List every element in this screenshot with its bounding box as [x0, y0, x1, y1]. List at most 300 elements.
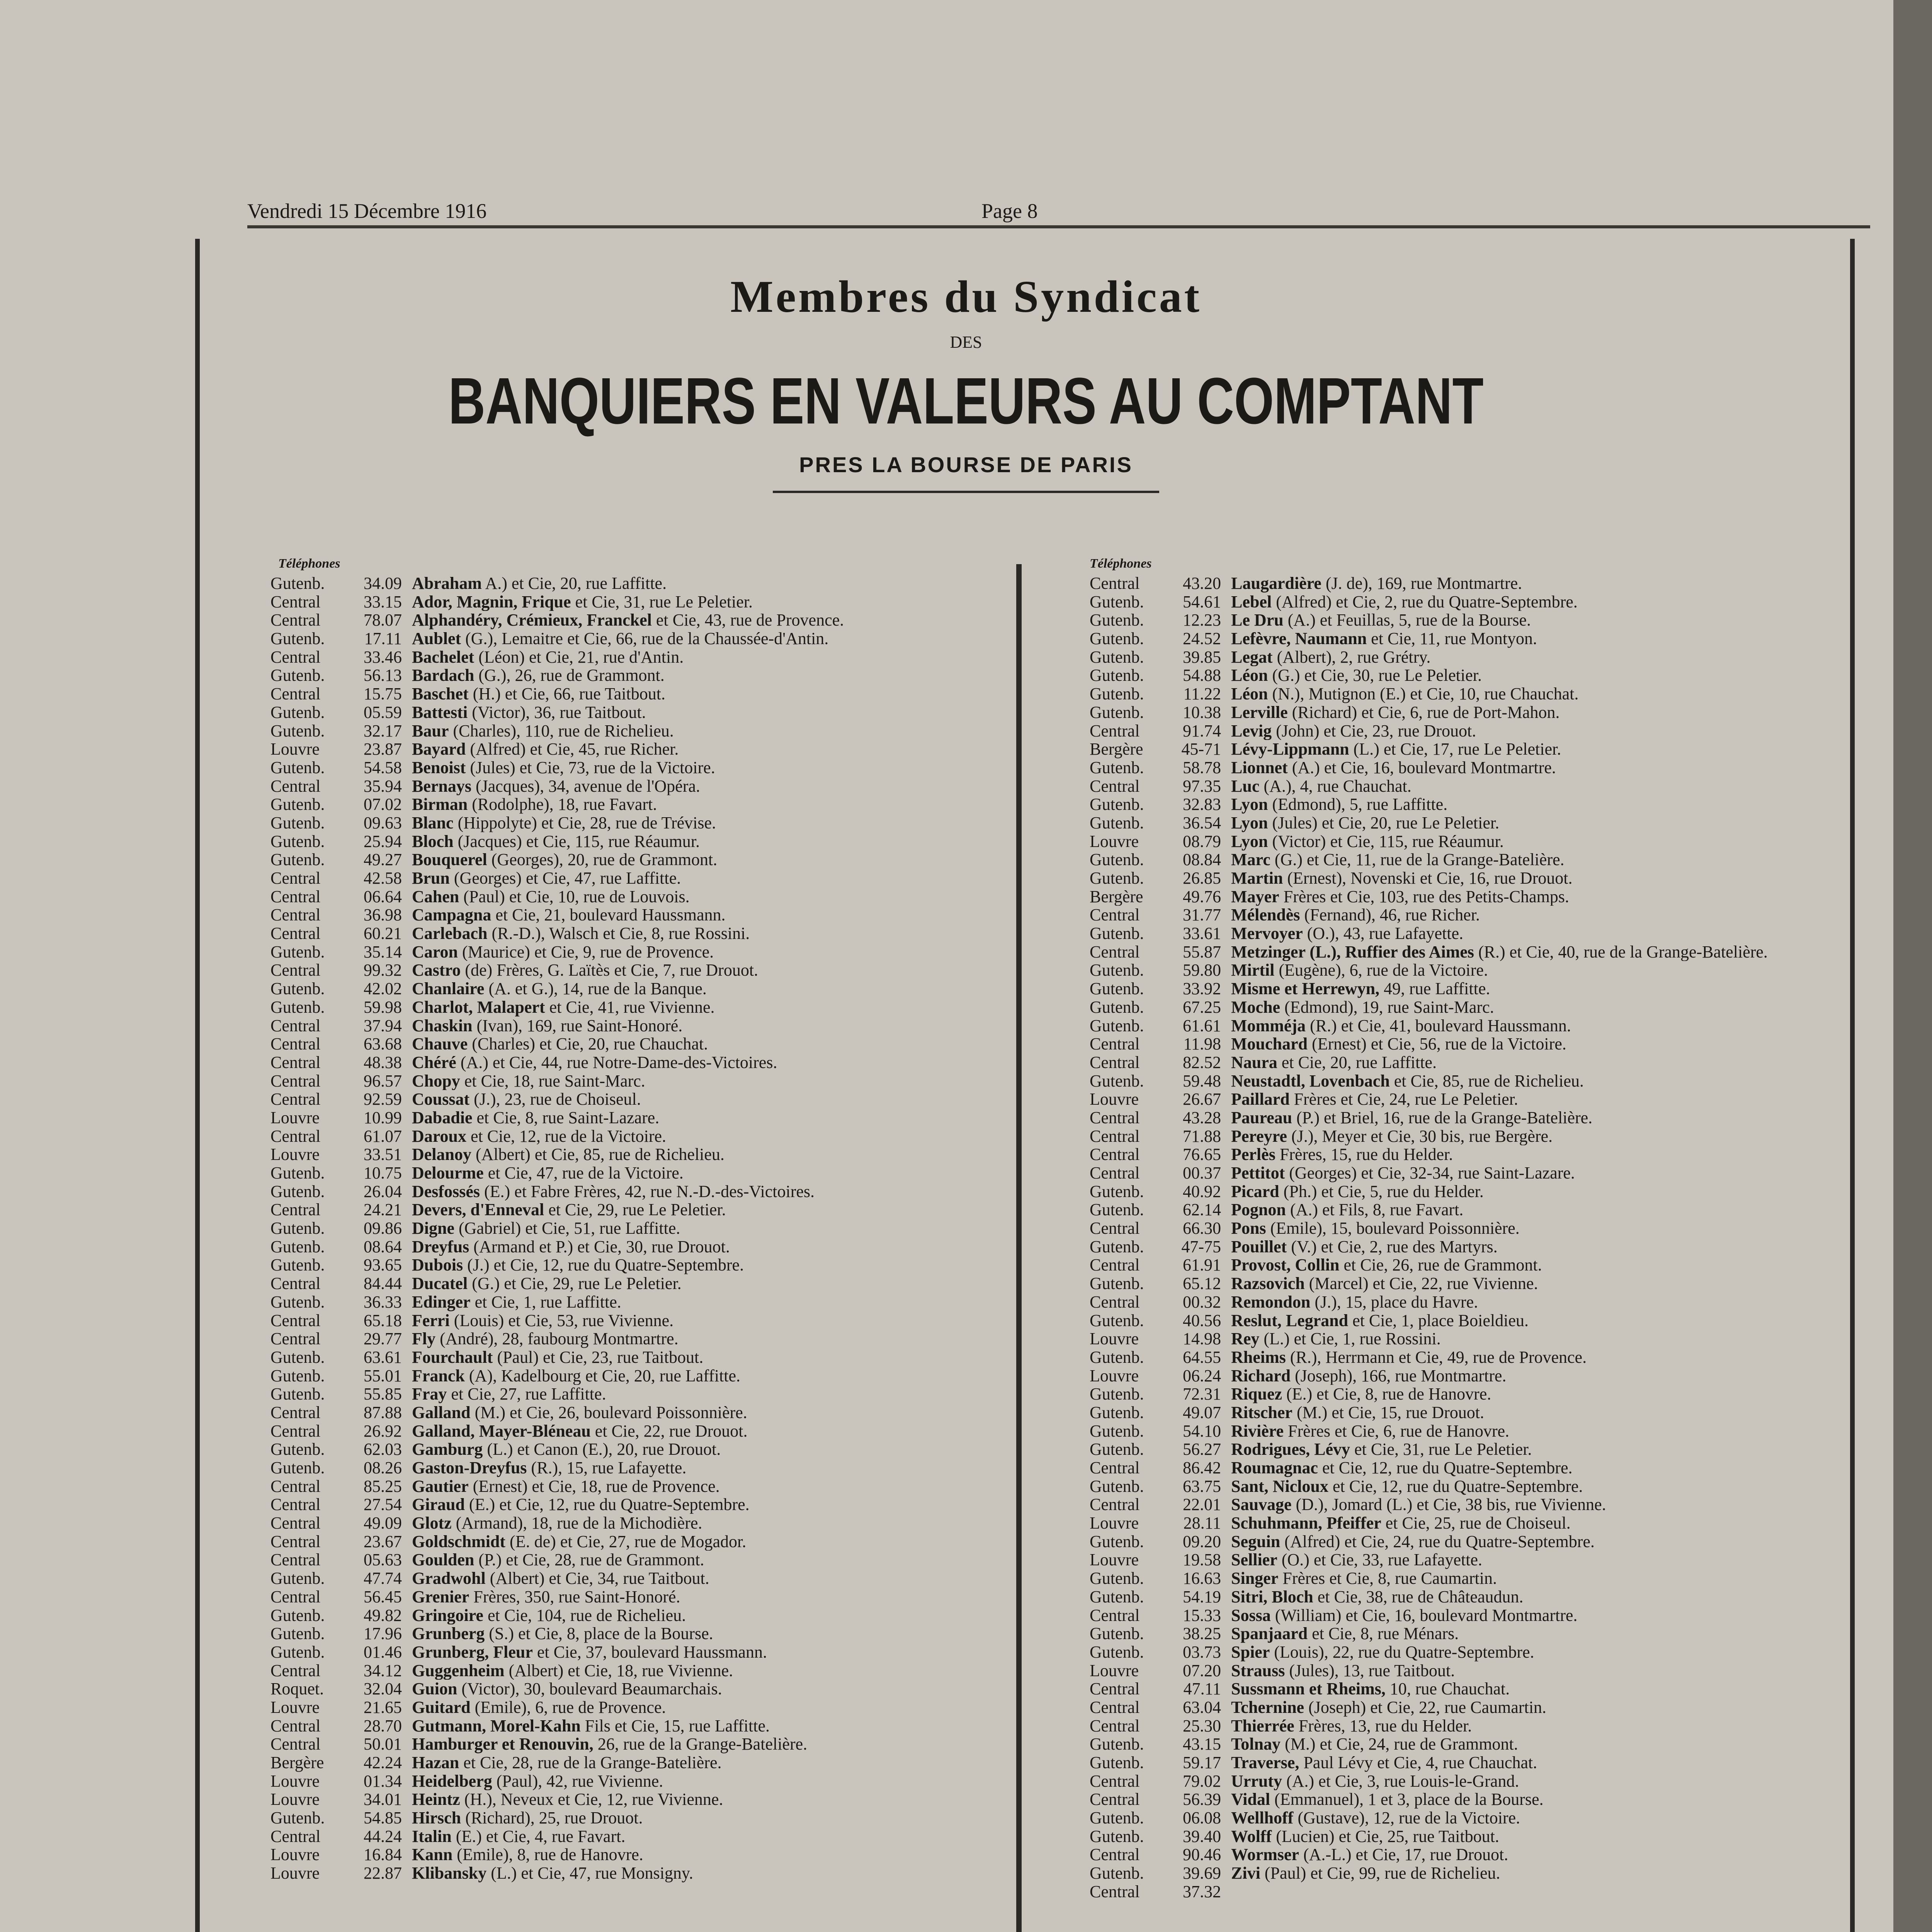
member-address: et Cie, 1, place Boieldieu. — [1352, 1311, 1529, 1330]
member-address: (P.) et Briel, 16, rue de la Grange-Batelière. — [1296, 1108, 1593, 1127]
member-row — [1090, 593, 1847, 611]
telephone-exchange: Gutenb. — [270, 1459, 325, 1477]
telephone-number: 27.54 — [364, 1495, 402, 1514]
telephone-exchange: Gutenb. — [1090, 980, 1144, 998]
telephone-exchange: Central — [1090, 574, 1140, 593]
member-address: (de) Frères, G. Laïtès et Cie, 7, rue Drouot. — [465, 961, 759, 980]
member-entry — [412, 869, 1028, 888]
member-name: Tolnay — [1231, 1735, 1281, 1753]
member-entry — [1231, 1569, 1847, 1588]
telephone-number: 54.19 — [1183, 1587, 1221, 1606]
member-address: (Léon) et Cie, 21, rue d'Antin. — [478, 648, 684, 667]
telephone-exchange: Gutenb. — [270, 1219, 325, 1238]
member-name: Dreyfus — [412, 1237, 469, 1256]
member-row — [270, 1238, 1028, 1256]
member-address: (Albert) et Cie, 18, rue Vivienne. — [509, 1661, 733, 1680]
telephone-number: 54.61 — [1183, 592, 1221, 611]
telephone-number: 10.99 — [364, 1108, 402, 1127]
member-entry — [412, 685, 1028, 703]
member-address: (Emile), 15, boulevard Poissonnière. — [1270, 1219, 1520, 1238]
telephone-exchange: Gutenb. — [270, 1293, 325, 1311]
telephone-number: 29.77 — [364, 1330, 402, 1348]
member-entry — [1231, 1680, 1847, 1698]
member-name: Guion — [412, 1680, 457, 1698]
telephone-number: 60.21 — [364, 924, 402, 943]
telephone-exchange: Gutenb. — [270, 1256, 325, 1275]
member-entry — [412, 1606, 1028, 1625]
telephone-number: 44.24 — [364, 1827, 402, 1846]
telephone-exchange: Gutenb. — [1090, 648, 1144, 667]
member-row — [1090, 1477, 1847, 1496]
member-row — [1090, 1845, 1847, 1864]
member-name: Léon — [1231, 666, 1268, 685]
telephone-number: 22.01 — [1183, 1495, 1221, 1514]
members-list-right — [1090, 556, 1847, 1901]
member-name: Sant, Nicloux — [1231, 1477, 1328, 1496]
member-address: (N.), Mutignon (E.) et Cie, 10, rue Chauchat. — [1272, 685, 1579, 703]
member-entry — [1231, 1845, 1847, 1864]
member-address: et Cie, 26, rue de Grammont. — [1344, 1256, 1542, 1275]
member-entry — [412, 722, 1028, 740]
member-row — [270, 629, 1028, 648]
telephone-exchange: Gutenb. — [270, 1164, 325, 1182]
member-address: (R.) et Cie, 40, rue de la Grange-Batelière. — [1478, 942, 1768, 961]
telephone-number: 65.12 — [1183, 1274, 1221, 1293]
telephone-exchange: Gutenb. — [270, 1182, 325, 1201]
member-entry — [412, 1477, 1028, 1496]
member-name: Guitard — [412, 1698, 471, 1717]
telephone-number: 56.13 — [364, 666, 402, 685]
member-address: 10, rue Chauchat. — [1389, 1680, 1510, 1698]
telephone-exchange: Central — [1090, 1108, 1140, 1127]
member-entry — [412, 1403, 1028, 1422]
member-address: et Cie, 11, rue Montyon. — [1371, 629, 1537, 648]
member-entry — [412, 961, 1028, 980]
telephone-number: 35.14 — [364, 942, 402, 961]
member-entry — [412, 1256, 1028, 1274]
telephone-exchange: Gutenb. — [1090, 1587, 1144, 1606]
telephone-number: 14.98 — [1183, 1330, 1221, 1348]
member-row — [1090, 1330, 1847, 1348]
telephone-number: 00.32 — [1183, 1293, 1221, 1311]
member-entry — [412, 1219, 1028, 1238]
member-address: et Cie, 43, rue de Provence. — [656, 611, 844, 630]
member-name: Goldschmidt — [412, 1532, 506, 1551]
telephone-exchange: Gutenb. — [1090, 869, 1144, 888]
telephone-exchange: Central — [1090, 1293, 1140, 1311]
member-address: et Cie, 31, rue Le Peletier. — [1354, 1440, 1532, 1459]
telephone-number: 54.10 — [1183, 1422, 1221, 1440]
member-row — [1090, 1293, 1847, 1311]
member-name: Klibansky — [412, 1864, 487, 1883]
telephone-exchange: Gutenb. — [1090, 795, 1144, 814]
member-address: (V.) et Cie, 2, rue des Martyrs. — [1291, 1237, 1498, 1256]
telephone-exchange: Louvre — [270, 1108, 320, 1127]
member-row — [1090, 1017, 1847, 1035]
telephone-exchange: Louvre — [270, 1772, 320, 1791]
member-row — [1090, 574, 1847, 593]
telephone-number: 40.56 — [1183, 1311, 1221, 1330]
member-entry — [1231, 611, 1847, 629]
member-name: Goulden — [412, 1551, 474, 1570]
ornament-rule — [773, 491, 1159, 493]
telephone-number: 45-71 — [1181, 740, 1221, 759]
member-row — [1090, 795, 1847, 814]
member-row — [270, 740, 1028, 759]
member-entry — [1231, 1643, 1847, 1662]
member-row — [270, 777, 1028, 796]
member-row — [270, 1772, 1028, 1791]
member-address: et Cie, 22, rue Drouot. — [595, 1422, 748, 1440]
member-name: Gamburg — [412, 1440, 483, 1459]
member-name: Mervoyer — [1231, 924, 1303, 943]
member-row — [270, 666, 1028, 685]
member-name: Chopy — [412, 1071, 460, 1090]
member-address: (G.), 26, rue de Grammont. — [478, 666, 665, 685]
telephone-exchange: Gutenb. — [270, 1348, 325, 1367]
member-address: (R.-D.), Walsch et Cie, 8, rue Rossini. — [492, 924, 750, 943]
member-entry — [412, 1698, 1028, 1717]
member-address: (Emile), 8, rue de Hanovre. — [457, 1845, 643, 1864]
member-entry — [1231, 1256, 1847, 1274]
member-address: (P.) et Cie, 28, rue de Grammont. — [478, 1551, 704, 1570]
member-address: (O.), 43, rue Lafayette. — [1307, 924, 1464, 943]
member-name: Pereyre — [1231, 1127, 1287, 1146]
member-name: Grunberg, Fleur — [412, 1643, 533, 1662]
member-address: (M.) et Cie, 24, rue de Grammont. — [1285, 1735, 1518, 1753]
telephone-exchange: Gutenb. — [1090, 666, 1144, 685]
telephone-number: 26.67 — [1183, 1090, 1221, 1109]
telephone-number: 26.85 — [1183, 869, 1221, 888]
telephone-exchange: Central — [1090, 1698, 1140, 1717]
member-entry — [412, 1182, 1028, 1201]
member-entry — [1231, 1532, 1847, 1551]
telephone-exchange: Central — [270, 611, 321, 630]
member-name: Fray — [412, 1385, 447, 1403]
member-entry — [412, 1238, 1028, 1256]
telephone-exchange: Louvre — [270, 1864, 320, 1883]
member-name: Rey — [1231, 1330, 1260, 1348]
member-entry — [412, 1330, 1028, 1348]
telephone-number: 08.64 — [364, 1237, 402, 1256]
member-row — [1090, 685, 1847, 703]
member-name: Pettitot — [1231, 1164, 1285, 1182]
member-entry — [1231, 1053, 1847, 1072]
member-entry — [1231, 1477, 1847, 1496]
member-name: Thierrée — [1231, 1716, 1294, 1735]
member-row — [1090, 924, 1847, 943]
telephone-number: 15.75 — [364, 685, 402, 703]
member-address: et Cie, 12, rue du Quatre-Septembre. — [1332, 1477, 1583, 1496]
telephone-number: 90.46 — [1183, 1845, 1221, 1864]
member-address: (E.) et Cie, 8, rue de Hanovre. — [1286, 1385, 1492, 1403]
member-entry — [1231, 1311, 1847, 1330]
member-name: Traverse, — [1231, 1753, 1299, 1772]
member-row — [270, 943, 1028, 961]
member-entry — [1231, 1238, 1847, 1256]
member-row — [270, 888, 1028, 906]
member-row — [270, 1588, 1028, 1606]
telephone-number: 63.61 — [364, 1348, 402, 1367]
telephone-number: 43.28 — [1183, 1108, 1221, 1127]
telephone-number: 39.85 — [1183, 648, 1221, 667]
telephone-number: 05.59 — [364, 703, 402, 722]
telephone-exchange: Central — [1090, 1716, 1140, 1735]
member-address: Paul Lévy et Cie, 4, rue Chauchat. — [1303, 1753, 1537, 1772]
member-entry — [1231, 1219, 1847, 1238]
telephone-number: 25.30 — [1183, 1716, 1221, 1735]
member-address: (O.) et Cie, 33, rue Lafayette. — [1281, 1551, 1482, 1570]
member-name: Mirtil — [1231, 961, 1275, 980]
telephone-number: 28.70 — [364, 1716, 402, 1735]
member-name: Campagna — [412, 906, 492, 925]
member-entry — [412, 1035, 1028, 1053]
member-row — [1090, 1532, 1847, 1551]
page-header — [247, 195, 1870, 230]
member-entry — [412, 1385, 1028, 1403]
member-address: (J.), 15, place du Havre. — [1315, 1293, 1478, 1311]
telephone-number: 12.23 — [1183, 611, 1221, 630]
telephone-number: 55.01 — [364, 1366, 402, 1385]
telephone-number: 37.94 — [364, 1016, 402, 1035]
member-name: Fly — [412, 1330, 436, 1348]
member-address: (Jules) et Cie, 73, rue de la Victoire. — [470, 758, 715, 777]
member-name: Gaston-Dreyfus — [412, 1459, 527, 1477]
telephone-number: 50.01 — [364, 1735, 402, 1753]
member-name: Digne — [412, 1219, 454, 1238]
telephone-exchange: Gutenb. — [1090, 1827, 1144, 1846]
member-entry — [412, 1348, 1028, 1367]
member-row — [270, 1145, 1028, 1164]
member-address: (John) et Cie, 23, rue Drouot. — [1276, 721, 1476, 740]
member-address: (Albert) et Cie, 34, rue Taitbout. — [490, 1569, 709, 1588]
member-row — [1090, 1606, 1847, 1625]
telephone-number: 72.31 — [1183, 1385, 1221, 1403]
member-address: (Jacques), 34, avenue de l'Opéra. — [476, 777, 700, 796]
telephone-exchange: Central — [270, 1551, 321, 1570]
telephone-number: 39.69 — [1183, 1864, 1221, 1883]
telephone-number: 34.01 — [364, 1790, 402, 1809]
member-name: Momméja — [1231, 1016, 1306, 1035]
member-name: Abraham — [412, 574, 482, 593]
member-address: et Cie, 12, rue de la Victoire. — [470, 1127, 667, 1146]
telephone-number: 23.67 — [364, 1532, 402, 1551]
member-name: Giraud — [412, 1495, 465, 1514]
member-address: (Georges) et Cie, 47, rue Laffitte. — [454, 869, 681, 888]
member-name: Ador, Magnin, Frique — [412, 592, 571, 611]
member-address: (Albert), 2, rue Grétry. — [1277, 648, 1431, 667]
member-row — [270, 759, 1028, 777]
telephone-exchange: Gutenb. — [1090, 1735, 1144, 1753]
member-address: (Edmond), 19, rue Saint-Marc. — [1284, 998, 1494, 1017]
member-entry — [412, 998, 1028, 1017]
member-entry — [412, 1772, 1028, 1791]
telephone-number: 78.07 — [364, 611, 402, 630]
member-row — [270, 1090, 1028, 1109]
member-name: Hirsch — [412, 1809, 461, 1827]
member-row — [1090, 1164, 1847, 1182]
header-rule — [247, 225, 1870, 228]
telephone-number: 48.38 — [364, 1053, 402, 1072]
member-row — [270, 1330, 1028, 1348]
member-name: Vidal — [1231, 1790, 1270, 1809]
telephone-exchange: Central — [1090, 1145, 1140, 1164]
member-entry — [412, 666, 1028, 685]
member-row — [270, 1164, 1028, 1182]
telephone-number: 63.75 — [1183, 1477, 1221, 1496]
member-entry — [1231, 1127, 1847, 1146]
telephone-exchange: Gutenb. — [1090, 1201, 1144, 1219]
member-entry — [1231, 1459, 1847, 1477]
telephone-number: 43.15 — [1183, 1735, 1221, 1753]
telephone-number: 55.87 — [1183, 942, 1221, 961]
member-address: Frères et Cie, 8, rue Caumartin. — [1282, 1569, 1497, 1588]
telephone-exchange: Louvre — [1090, 1090, 1139, 1109]
telephone-exchange: Gutenb. — [270, 795, 325, 814]
member-row — [1090, 869, 1847, 888]
member-row — [1090, 1348, 1847, 1367]
member-name: Aublet — [412, 629, 461, 648]
member-address: (A.) et Fils, 8, rue Favart. — [1290, 1201, 1464, 1219]
telephone-exchange: Central — [1090, 1256, 1140, 1275]
member-entry — [412, 943, 1028, 961]
telephone-number: 32.17 — [364, 721, 402, 740]
telephone-exchange: Gutenb. — [270, 980, 325, 998]
telephone-exchange: Central — [1090, 1053, 1140, 1072]
telephone-number: 19.58 — [1183, 1551, 1221, 1570]
member-entry — [1231, 1698, 1847, 1717]
member-name: Hazan — [412, 1753, 459, 1772]
telephone-number: 63.04 — [1183, 1698, 1221, 1717]
member-row — [1090, 943, 1847, 961]
telephone-number: 87.88 — [364, 1403, 402, 1422]
member-name: Lyon — [1231, 795, 1268, 814]
member-name: Levig — [1231, 721, 1272, 740]
member-entry — [1231, 1348, 1847, 1367]
member-row — [1090, 906, 1847, 924]
telephone-number: 32.04 — [364, 1680, 402, 1698]
member-address: (A.) et Cie, 16, boulevard Montmartre. — [1292, 758, 1556, 777]
member-name: Ducatel — [412, 1274, 468, 1293]
member-entry — [1231, 1864, 1847, 1883]
member-entry — [1231, 1109, 1847, 1127]
member-address: Frères et Cie, 103, rue des Petits-Champs. — [1283, 887, 1569, 906]
member-entry — [1231, 1293, 1847, 1311]
member-address: (J. de), 169, rue Montmartre. — [1325, 574, 1522, 593]
member-entry — [1231, 703, 1847, 722]
member-entry — [1231, 888, 1847, 906]
member-name: Le Dru — [1231, 611, 1284, 630]
member-name: Lionnet — [1231, 758, 1288, 777]
telephone-exchange: Gutenb. — [1090, 1422, 1144, 1440]
telephone-exchange: Louvre — [270, 1845, 320, 1864]
member-entry — [1231, 1495, 1847, 1514]
telephone-exchange: Louvre — [1090, 1551, 1139, 1570]
member-row — [1090, 1790, 1847, 1809]
member-address: (Jules) et Cie, 20, rue Le Peletier. — [1272, 813, 1500, 832]
member-name: Bayard — [412, 740, 466, 759]
member-entry — [412, 593, 1028, 611]
member-entry — [1231, 1717, 1847, 1735]
member-row — [1090, 1145, 1847, 1164]
member-address: (Marcel) et Cie, 22, rue Vivienne. — [1309, 1274, 1538, 1293]
telephone-exchange: Gutenb. — [1090, 758, 1144, 777]
member-name: Lefèvre, Naumann — [1231, 629, 1367, 648]
member-entry — [1231, 1735, 1847, 1753]
telephone-exchange: Gutenb. — [1090, 611, 1144, 630]
member-address: (Joseph), 166, rue Montmartre. — [1295, 1366, 1507, 1385]
member-row — [1090, 722, 1847, 740]
member-address: (D.), Jomard (L.) et Cie, 38 bis, rue Vivienne. — [1296, 1495, 1606, 1514]
member-row — [270, 1735, 1028, 1753]
member-entry — [412, 1145, 1028, 1164]
member-name: Laugardière — [1231, 574, 1321, 593]
member-address: et Cie, 8, rue Ménars. — [1312, 1624, 1459, 1643]
member-name: Provost, Collin — [1231, 1256, 1340, 1275]
member-entry — [1231, 795, 1847, 814]
telephone-number: 82.52 — [1183, 1053, 1221, 1072]
member-name: Wolff — [1231, 1827, 1272, 1846]
member-address: et Cie, 29, rue Le Peletier. — [548, 1201, 726, 1219]
telephone-number: 24.52 — [1183, 629, 1221, 648]
telephone-number: 21.65 — [364, 1698, 402, 1717]
telephone-number: 09.20 — [1183, 1532, 1221, 1551]
member-row — [1090, 1201, 1847, 1219]
member-address: et Cie, 8, rue Saint-Lazare. — [476, 1108, 660, 1127]
member-entry — [412, 924, 1028, 943]
title-bourse: PRES LA BOURSE DE PARIS — [799, 452, 1133, 477]
page-number: Page 8 — [981, 199, 1038, 223]
telephone-exchange: Gutenb. — [1090, 1753, 1144, 1772]
member-address: Frères, 350, rue Saint-Honoré. — [473, 1587, 680, 1606]
member-name: Metzinger (L.), Ruffier des Aimes — [1231, 942, 1474, 961]
telephone-number: 16.63 — [1183, 1569, 1221, 1588]
member-row — [270, 1201, 1028, 1219]
telephone-exchange: Gutenb. — [1090, 1237, 1144, 1256]
member-row — [270, 795, 1028, 814]
member-row — [1090, 703, 1847, 722]
member-row — [1090, 1403, 1847, 1422]
telephone-number: 59.17 — [1183, 1753, 1221, 1772]
member-address: (Paul) et Cie, 10, rue de Louvois. — [463, 887, 690, 906]
telephone-number: 25.94 — [364, 832, 402, 851]
member-address: (Charles) et Cie, 20, rue Chauchat. — [472, 1035, 708, 1053]
member-name: Zivi — [1231, 1864, 1260, 1883]
telephone-exchange: Central — [270, 1016, 321, 1035]
telephone-exchange: Gutenb. — [270, 758, 325, 777]
member-name: Brun — [412, 869, 450, 888]
member-entry — [1231, 1514, 1847, 1532]
telephone-number: 65.18 — [364, 1311, 402, 1330]
member-name: Lyon — [1231, 832, 1268, 851]
member-entry — [1231, 980, 1847, 998]
member-entry — [412, 1090, 1028, 1109]
telephone-exchange: Louvre — [270, 1145, 320, 1164]
member-address: (Armand), 18, rue de la Michodière. — [456, 1514, 702, 1532]
telephone-exchange: Gutenb. — [1090, 1274, 1144, 1293]
telephone-exchange: Gutenb. — [1090, 850, 1144, 869]
member-row — [270, 1827, 1028, 1846]
member-name: Guggenheim — [412, 1661, 505, 1680]
telephone-exchange: Gutenb. — [1090, 1477, 1144, 1496]
telephone-exchange: Central — [1090, 1882, 1140, 1901]
member-entry — [1231, 1017, 1847, 1035]
telephone-exchange: Gutenb. — [1090, 703, 1144, 722]
member-entry — [412, 795, 1028, 814]
telephone-exchange: Central — [1090, 777, 1140, 796]
member-address: (S.) et Cie, 8, place de la Bourse. — [489, 1624, 713, 1643]
member-entry — [1231, 1072, 1847, 1090]
